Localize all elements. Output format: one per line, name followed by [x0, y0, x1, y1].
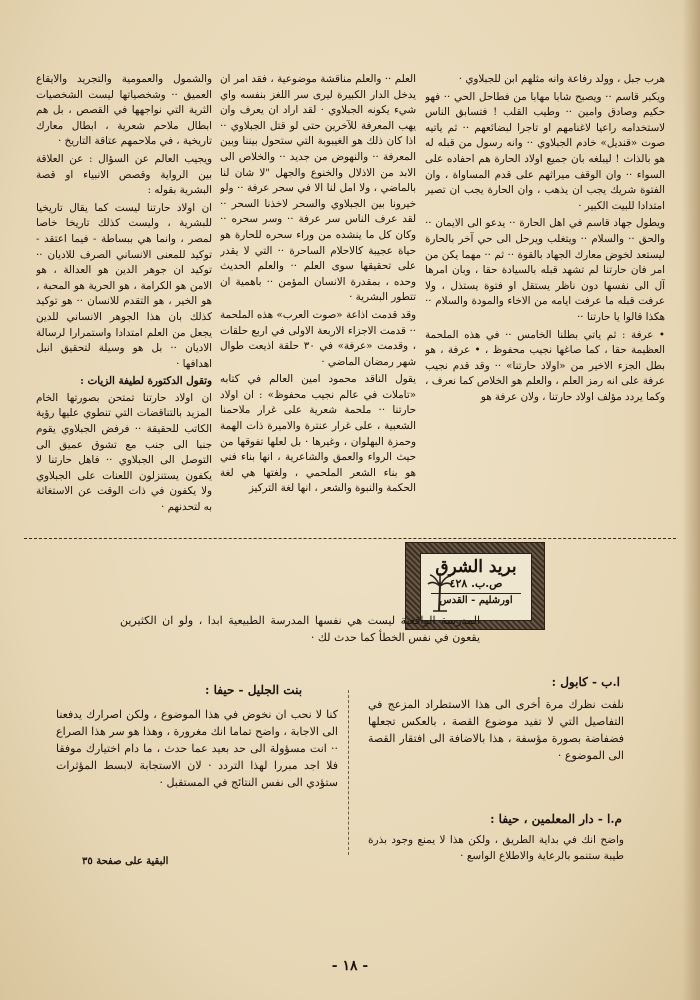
reply-header-dar-el-moallemin: م.ا - دار المعلمين ، حيفا : — [490, 812, 622, 826]
column-divider — [348, 690, 349, 855]
reply-header-bint-el-jalil: بنت الجليل - حيفا : — [205, 683, 303, 697]
reply-text: المدرسة الواقعية ليست هي نفسها المدرسة الطبيعية ابدا ، ولو ان الكثيرين يقعون في نفس الخطأ كما حدث لك · — [120, 614, 480, 644]
article-column-left — [36, 72, 212, 522]
article-paragraph: ويجيب العالم عن السؤال : عن العلاقة بين الرواية وقصص الانبياء او قصة البشرية بقوله : — [36, 152, 212, 197]
article-subheading: وتقول الدكتورة لطيفة الزيات : — [80, 375, 212, 388]
reply-text-dar-el-moallemin: واضح انك في بداية الطريق ، ولكن هذا لا يمنع وجود بذرة طيبة ستنمو بالرعاية والاطلاع الواسع · — [368, 834, 624, 862]
continuation-note: البقية على صفحة ٣٥ — [82, 856, 169, 867]
mailbox-city: اورشليم - القدس — [431, 593, 521, 607]
palm-tree-icon — [427, 572, 453, 612]
mailbox-title: بريد الشرق — [435, 557, 517, 577]
article-column-middle — [220, 72, 416, 532]
article-paragraph: ويطول جهاد قاسم في اهل الحارة ·· يدعو الى الايمان ·· والحق ·· والسلام ·· ويتغلب ويرحل الى حي آخر بالحارة ليستعد لخوض معارك الجهاد بالقوة ·· ثم ·· مهما يكن من امر فان حارتنا لم تشهد قبله بالسيادة حقا ، وبان امرها آل الى نفسها دون ناظر يستقل او فتوة يستذل ، ولا عرفت قبله ما عرفت ايامه من الاخاء والمودة والسلام ·· هكذا قالوا يا حارتنا ·· — [425, 217, 665, 323]
page-edge-shadow — [682, 0, 700, 1000]
section-divider — [24, 538, 676, 539]
article-paragraph: ان اولاد حارتنا ليست كما يقال تاريخيا للبشرية ، وليست كذلك تاريخا خاصا لمصر ، وانما هي ببساطة - فيما اعتقد - توكيد للمعنى الانساني الصرف للاديان ·· توكيد ان جوهر الدين هو العدالة ، هو الامن هو الكرامة ، هو الحرية هو المحبة ، هو الخير ، هو التقدم للانسان ·· هو توكيد كذلك بان هذا الجوهر الانساني للدين يجعل من العلم امتدادا واستمرارا لرسالة الاديان ·· بل هو وسيلة لتحقيق انبل اهدافها · — [36, 201, 212, 370]
article-paragraph: وقد قدمت اذاعة «صوت العرب» هذه الملحمة ·· قدمت الاجزاء الاربعة الاولى في اربع حلقات ، وقدمت «عرفة» في ٣٠ حلقة اذيعت طوال شهر رمضان الماضي · — [220, 308, 416, 368]
reply-text-kabul: نلفت نظرك مرة أخرى الى هذا الاستطراد المزعج في التفاصيل التي لا تفيد موضوع القصة ، بالعكس تجعلها فضفاضة بصورة مؤسفة ، هذا بالاضافة الى افتقار القصة الى الموضوع · — [368, 698, 624, 762]
mailbox-stamp-label — [420, 553, 532, 621]
article-paragraph: يقول الناقد محمود امين العالم في كتابه «تاملات في عالم نجيب محفوظ» : ان اولاد حارتنا ·· ملحمة شعرية على غرار ملاحمنا الشعبية ، على غرار عنترة والاميرة ذات الهمة وحمزة البهلوان ، وغيرها · بل لعلها تفوقها من حيث الرواء والعمق والشاعرية ، انها بناء فني هو بناء الشعر الملحمي ، ولغتها هي لغة الحكمة والنبوة والشعر ، انها لغة التركيز — [220, 373, 416, 495]
page-number: - ١٨ - — [331, 958, 369, 974]
article-paragraph: العلم ·· والعلم مناقشة موضوعية ، فقد امر ان يدخل الدار الكبيرة ليرى سر اللغز بنفسه واي شيء يكونه الجبلاوي · لقد اراد ان يعرف وان يهب المعرفة للآخرين حتى لو قتل الجبلاوي ·· اذا كان ذلك هو الغيبوبة التي ستحول بيننا وبين المعرفة ·· والنهوض من جديد ·· والخلاص الى الابد من الاذلال والخنوع والجهل "لا شان لنا بالماضي ، ولا امل لنا الا في سحر عرفة ·· ولو خيرونا بين الجبلاوي والسحر لاخذنا السحر ·· لقد عرف الناس سر عرفة ·· وسر سحره ·· وكان كل ما ينشده من وراء سحره للحارة هو حياة عجيبة كالاحلام الساحرة ·· التي لا يقدر على تحقيقها سوى العلم ·· والعلم الحديث وحده ، بمقدرة الانسان المؤمن ·· باهمية ان تتطور البشرية · — [220, 73, 416, 304]
article-paragraph: ان اولاد حارتنا تمتحن بصورتها الخام المزيد بالتناقضات التي تنطوي عليها رؤية الكاتب للحقيقة ·· فرفض الجبلاوي يقوم جنبا الى جنب مع تشوق عميق الى التوصل الى الجبلاوي ·· فاهل حارتنا لا يكفون يستنزلون اللعنات على الجبلاوي ولا يكفون في ذات الوقت عن الاستغاثة به لتحدنهم · — [36, 391, 212, 514]
article-paragraph: والشمول والعمومية والتجريد والايقاع العميق ·· وشخصياتها ليست الشخصيات الثرية التي نواجهها في القصص ، بل هم ابطال ملاحم شعرية ، ابطال معارك تاريخية ، في ملاحمهم عتاقة التاريخ · — [36, 73, 212, 148]
mailbox-pobox: ص.ب. ٤٢٨ — [449, 577, 503, 590]
reply-text-bint-el-jalil: كنا لا نحب ان نخوض في هذا الموضوع ، ولكن اصرارك يدفعنا الى الاجابة ، واضح تماما انك مغرورة ، وهذا هو سر هذا الصراع ·· انت مسؤولة الى حد بعيد عما حدث ، ما دام اختيارك موفقا فلا اجد مبررا لهذا التردد · لان الاستجابة لابسط المؤثرات ستؤدي الى نفس النتائج في المستقبل · — [56, 708, 338, 789]
article-paragraph: • عرفة : ثم ياتي بطلنا الخامس ·· في هذه الملحمة العظيمة حقا ، كما صاغها نجيب محفوظ ، • عرفة ، هو بطل الجزء الاخير من «اولاد حارتنا» ·· وقد قدم نجيب عرفة على انه رمز العلم ، والعلم هو الخلاص كما نعرف ، وكما يردد مؤلف اولاد حارتنا ، ولان عرفة هو — [425, 328, 665, 403]
article-paragraph: هرب جبل ، وولد رفاعة وانه مثلهم ابن للجبلاوي · — [458, 73, 665, 85]
article-paragraph: ويكبر قاسم ·· ويصبح شابا مهابا من فطاحل الحي ·· فهو حكيم وصادق وامين ·· وطيب القلب ! فتسابق الناس لاستخدامه راعيا لاغنامهم او تاجرا لبضائعهم ·· ثم ياتيه صوت «قنديل» خادم الجبلاوي ·· وانه رسول من قبله له هو بالذات ! ليبلغه بان جميع اولاد الحارة هم احفاده على السواء ·· وان الوقف ميراثهم على قدم المساواة ، وان الفتوة شريك يجب ان يذهب ، وان الحارة يجب ان تصير امتدادا للبيت الكبير · — [425, 90, 665, 212]
reply-header-kabul: ا.ب - كابول : — [551, 675, 620, 689]
article-column-right — [425, 72, 665, 532]
